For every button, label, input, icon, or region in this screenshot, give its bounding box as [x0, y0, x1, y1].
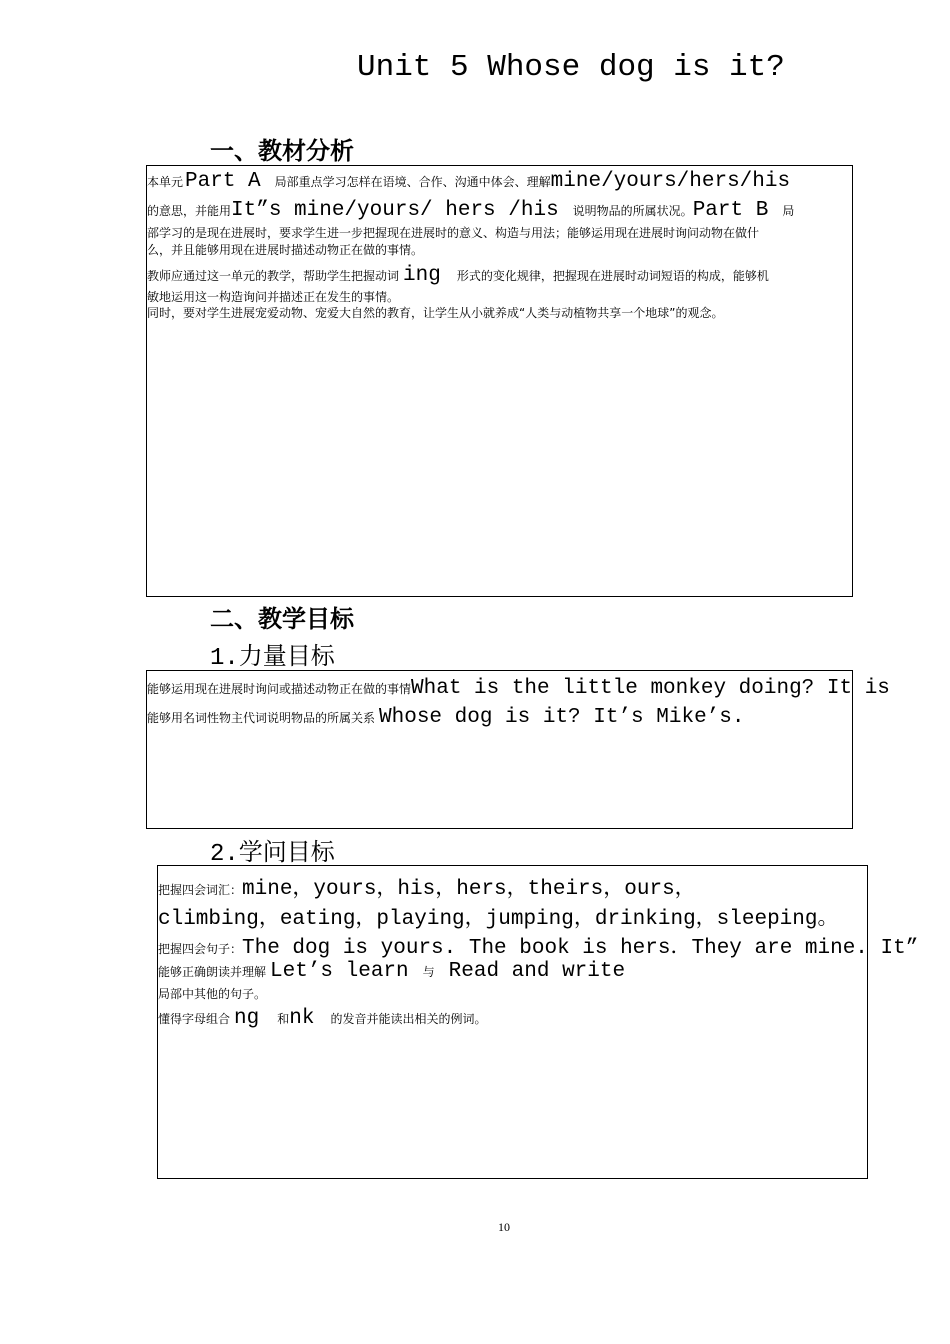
analysis-line-4: 么，并且能够用现在进展时描述动物正在做的事情。 [147, 243, 424, 257]
ability-line-2: 能够用名词性物主代词说明物品的所属关系 Whose dog is it? It’s Mike’s. [147, 706, 745, 729]
knowledge-line-4: 能够正确朗读并理解 Let’s learn 与 Read and write [158, 960, 626, 983]
knowledge-line-5: 局部中其他的句子。 [158, 987, 267, 1001]
subheading-ability-goals: 1.力量目标 [210, 645, 335, 672]
ability-line-1: 能够运用现在进展时询问或描述动物正在做的事情What is the little monkey doing? It is [147, 677, 890, 700]
analysis-box [146, 165, 853, 597]
page-number: 10 [498, 1220, 510, 1234]
analysis-line-7: 同时，要对学生进展宠爱动物、宠爱大自然的教育，让学生从小就养成“人类与动植物共享一个地球”的观念。 [147, 306, 724, 320]
analysis-line-2: 的意思，并能用It”s mine/yours/ hers /his 说明物品的所属状况。Part B 局 [147, 199, 795, 222]
knowledge-line-6: 懂得字母组合 ng 和nk 的发音并能读出相关的例词。 [158, 1007, 487, 1030]
knowledge-line-1: 把握四会词汇：mine，yours，his，hers，theirs，ours， [158, 878, 696, 901]
analysis-line-5: 教师应通过这一单元的教学，帮助学生把握动词 ing 形式的变化规律，把握现在进展时动词短语的构成，能够机 [147, 264, 769, 287]
page-title: Unit 5 Whose dog is it? [357, 50, 785, 85]
analysis-line-6: 敏地运用这一构造询问并描述正在发生的事情。 [147, 290, 400, 304]
subheading-knowledge-goals: 2.学问目标 [210, 841, 335, 868]
knowledge-line-2: climbing，eating，playing，jumping，drinking，sleeping。 [158, 908, 839, 931]
ability-goals-box [146, 670, 890, 829]
analysis-line-1: 本单元Part A 局部重点学习怎样在语境、合作、沟通中体会、理解mine/yours/hers/his [147, 170, 791, 193]
section-heading-objectives: 二、教学目标 [210, 605, 354, 633]
section-heading-analysis: 一、教材分析 [210, 137, 354, 165]
knowledge-goals-box [157, 865, 919, 1179]
knowledge-line-3: 把握四会句子：The dog is yours. The book is hers．They are mine. It” [158, 937, 919, 960]
analysis-line-3: 部学习的是现在进展时，要求学生进一步把握现在进展时的意义、构造与用法；能够运用现在进展时询问动物在做什 [147, 226, 760, 240]
